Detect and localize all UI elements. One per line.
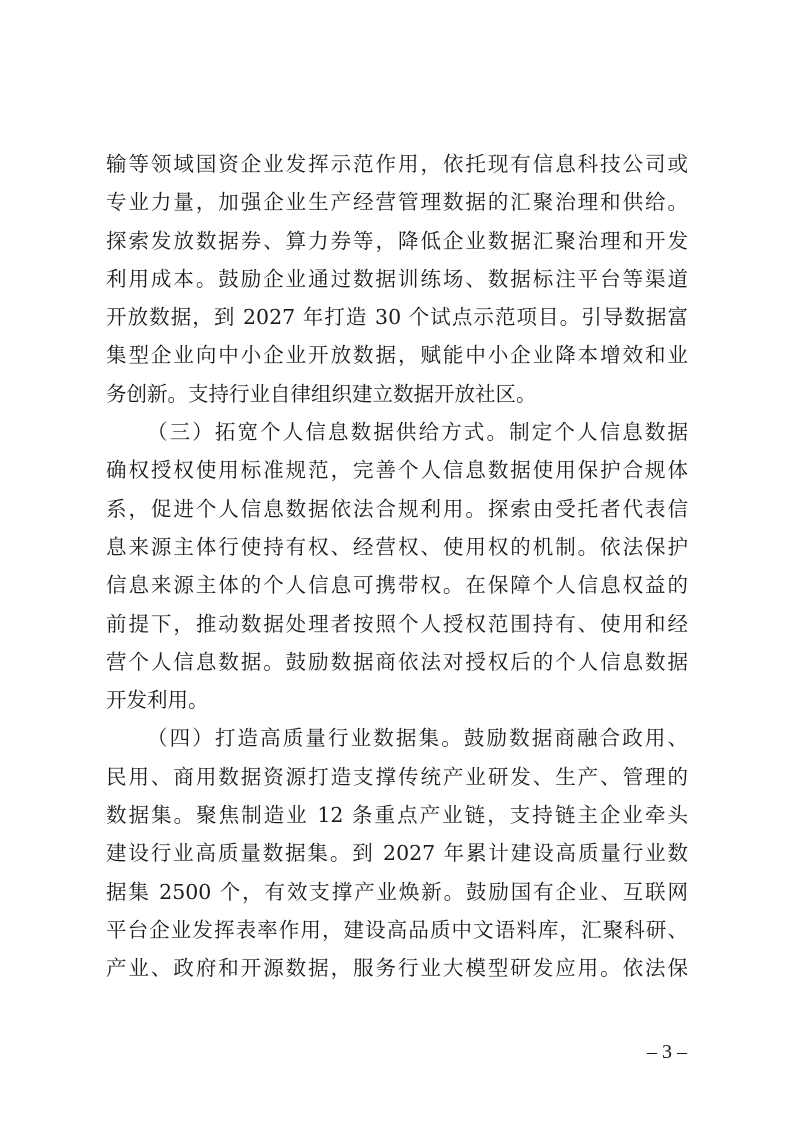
text-line: 务创新。支持行业自律组织建立数据开放社区。 xyxy=(106,381,537,406)
text-line: 据集 2500 个，有效支撑产业焕新。鼓励国有企业、互联网 xyxy=(106,879,688,904)
text-line: 利用成本。鼓励企业通过数据训练场、数据标注平台等渠道 xyxy=(106,266,688,291)
text-line: 输等领域国资企业发挥示范作用，依托现有信息科技公司或 xyxy=(106,152,688,176)
text-line: 产业、政府和开源数据，服务行业大模型研发应用。依法保 xyxy=(106,956,688,981)
text-line: 开放数据，到 2027 年打造 30 个试点示范项目。引导数据富 xyxy=(106,305,688,330)
text-line: 确权授权使用标准规范，完善个人信息数据使用保护合规体 xyxy=(106,458,688,483)
text-line: 平台企业发挥表率作用，建设高品质中文语料库，汇聚科研、 xyxy=(106,917,688,942)
text-line: 信息来源主体的个人信息可携带权。在保障个人信息权益的 xyxy=(106,573,688,598)
text-line: 数据集。聚焦制造业 12 条重点产业链，支持链主企业牵头 xyxy=(106,803,688,828)
text-line: 营个人信息数据。鼓励数据商依法对授权后的个人信息数据 xyxy=(106,649,688,674)
text-line: 建设行业高质量数据集。到 2027 年累计建设高质量行业数 xyxy=(106,841,688,866)
text-line: 探索发放数据券、算力券等，降低企业数据汇聚治理和开发 xyxy=(106,228,688,253)
section-heading-line: （四）打造高质量行业数据集。鼓励数据商融合政用、 xyxy=(147,726,688,751)
section-heading-line: （三）拓宽个人信息数据供给方式。制定个人信息数据 xyxy=(147,420,688,445)
page-number: – 3 – xyxy=(647,1041,687,1063)
text-line: 系，促进个人信息数据依法合规利用。探索由受托者代表信 xyxy=(106,496,688,521)
text-line: 民用、商用数据资源打造支撑传统产业研发、生产、管理的 xyxy=(106,764,688,789)
body-text xyxy=(106,145,688,988)
text-line: 专业力量，加强企业生产经营管理数据的汇聚治理和供给。 xyxy=(106,190,688,215)
text-line: 息来源主体行使持有权、经营权、使用权的机制。依法保护 xyxy=(106,534,688,559)
text-line: 前提下，推动数据处理者按照个人授权范围持有、使用和经 xyxy=(106,611,688,636)
text-line: 集型企业向中小企业开放数据，赋能中小企业降本增效和业 xyxy=(106,343,688,368)
text-line: 开发利用。 xyxy=(106,688,209,713)
